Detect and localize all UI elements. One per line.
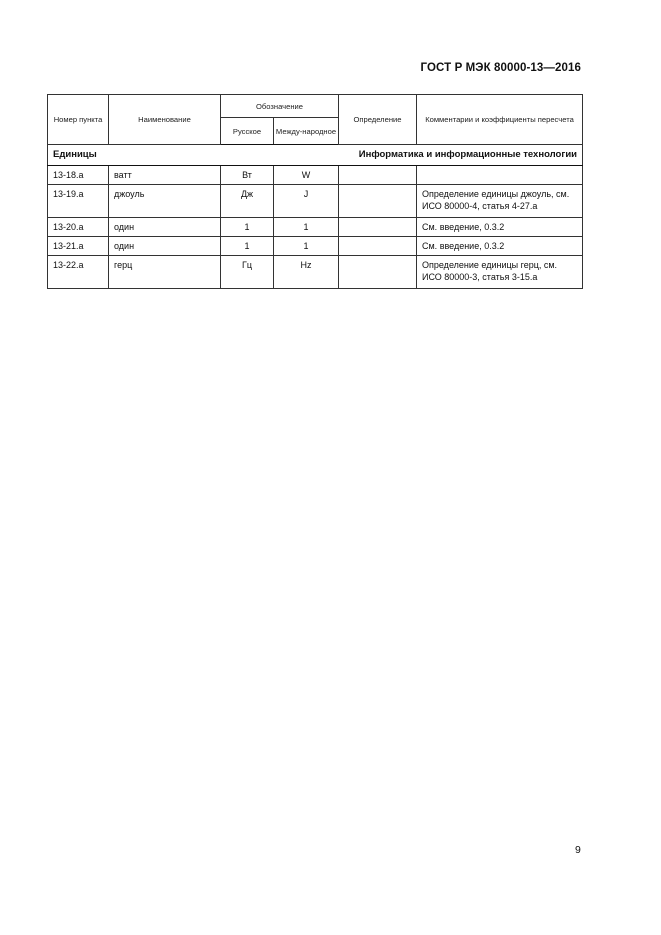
cell-number: 13-18.a [48,166,109,185]
table-row [48,237,583,256]
cell-symbol-intl: J [274,185,339,218]
table-row [48,166,583,185]
header-symbol-russian: Русское [221,118,274,145]
table-row [48,185,583,218]
cell-definition [339,166,417,185]
cell-definition [339,256,417,289]
cell-symbol-ru: 1 [221,218,274,237]
cell-symbol-ru: Гц [221,256,274,289]
cell-symbol-intl: Hz [274,256,339,289]
cell-number: 13-22.a [48,256,109,289]
cell-comment: Определение единицы герц, см. ИСО 80000-3, статья 3-15.a [417,256,583,289]
header-symbol: Обозначение [221,95,339,118]
header-item-number: Номер пункта [48,95,109,145]
units-table [47,94,583,289]
cell-name: один [109,218,221,237]
header-comments: Комментарии и коэффициенты пересчета [417,95,583,145]
table-title-right: Информатика и информационные технологии [358,149,577,160]
cell-comment: См. введение, 0.3.2 [417,237,583,256]
cell-name: один [109,237,221,256]
header-name: Наименование [109,95,221,145]
table-row [48,218,583,237]
cell-comment: Определение единицы джоуль, см. ИСО 80000-4, статья 4-27.a [417,185,583,218]
table-row [48,256,583,289]
cell-definition [339,185,417,218]
cell-name: джоуль [109,185,221,218]
cell-symbol-intl: 1 [274,218,339,237]
cell-number: 13-20.a [48,218,109,237]
cell-definition [339,237,417,256]
cell-symbol-ru: Вт [221,166,274,185]
cell-comment [417,166,583,185]
header-definition: Определение [339,95,417,145]
cell-number: 13-19.a [48,185,109,218]
cell-number: 13-21.a [48,237,109,256]
cell-symbol-ru: 1 [221,237,274,256]
table-title-left: Единицы [53,149,97,160]
page-number: 9 [575,844,581,856]
cell-symbol-ru: Дж [221,185,274,218]
cell-symbol-intl: 1 [274,237,339,256]
table-title-row [48,145,583,166]
document-code: ГОСТ Р МЭК 80000-13—2016 [420,62,581,74]
cell-symbol-intl: W [274,166,339,185]
cell-definition [339,218,417,237]
cell-name: ватт [109,166,221,185]
cell-comment: См. введение, 0.3.2 [417,218,583,237]
cell-name: герц [109,256,221,289]
header-symbol-international: Между-народное [274,118,339,145]
